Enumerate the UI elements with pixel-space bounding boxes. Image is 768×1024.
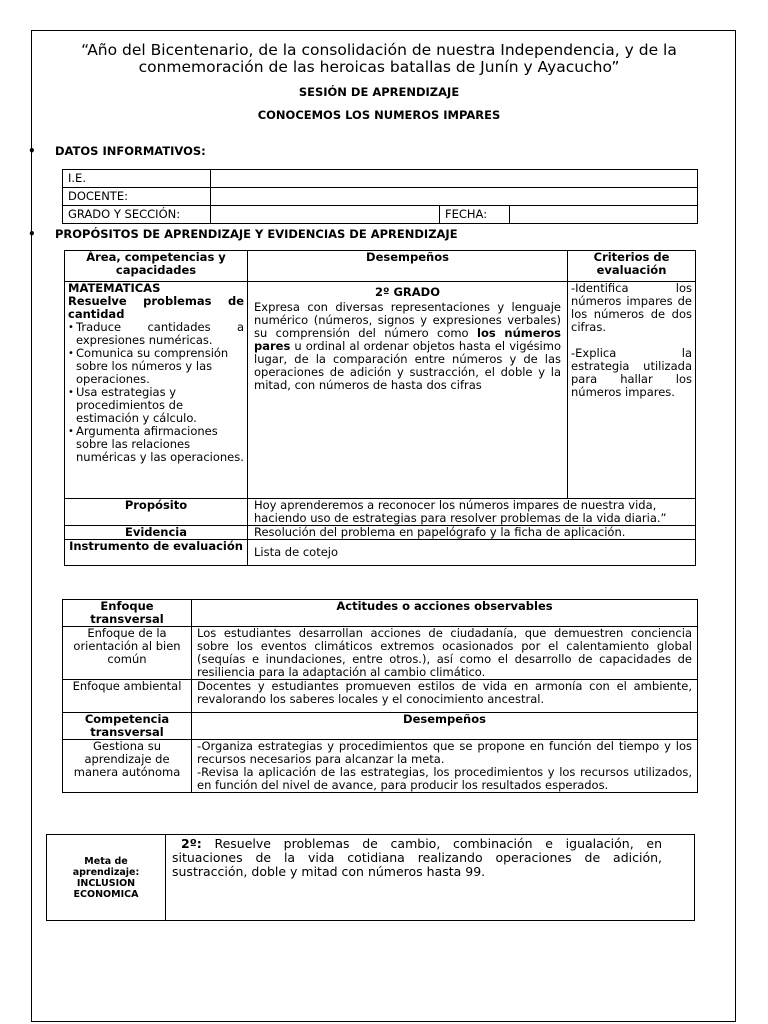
enfoque-text: Docentes y estudiantes promueven estilos de vida en armonía con el ambiente, revalorando los saberes locales y el conocimiento ancestral. <box>192 680 698 713</box>
col-area-header: Área, competencias y capacidades <box>65 251 248 282</box>
col-actitudes-header: Actitudes o acciones observables <box>192 600 698 627</box>
col-competencia-header: Competencia transversal <box>63 713 192 740</box>
col-criterios-header: Criterios de evaluación <box>568 251 696 282</box>
propositos-table <box>64 250 696 566</box>
capacidad-item: • Usa estrategias y procedimientos de estimación y cálculo. <box>76 386 244 425</box>
evidencia-label: Evidencia <box>65 526 248 540</box>
session-title: CONOCEMOS LOS NUMEROS IMPARES <box>257 108 501 122</box>
enfoques-table <box>62 599 698 793</box>
proposito-label: Propósito <box>65 499 248 526</box>
proposito-text: Hoy aprenderemos a reconocer los números impares de nuestra vida, haciendo uso de estrategias para resolver problemas de la vida diaria.” <box>248 499 696 526</box>
datos-table <box>62 169 698 224</box>
docente-value <box>211 188 698 206</box>
col-competencia-desempenos-header: Desempeños <box>192 713 698 740</box>
instrumento-label: Instrumento de evaluación <box>65 540 248 566</box>
desempeno-cell <box>248 282 568 499</box>
criterio-item: -Explica la estrategia utilizada para hallar los números impares. <box>571 346 692 399</box>
capacidad-item: • Traduce cantidades a expresiones numéricas. <box>76 321 244 347</box>
desempeno-text: Expresa con diversas representaciones y lenguaje numérico (números, signos y expresiones verbales) su comprensión del número como los números pares u ordinal al ordenar objetos hasta el vigésimo lugar, de la comparación entre números y de las operaciones de adición y sustracción, el doble y la mitad, con números de hasta dos cifras <box>254 300 562 392</box>
criterios-cell <box>568 282 696 499</box>
area-cell <box>65 282 248 499</box>
ie-label: I.E. <box>63 170 211 188</box>
meta-label: Meta de aprendizaje: INCLUSION ECONOMICA <box>47 835 166 921</box>
session-label: SESIÓN DE APRENDIZAJE <box>298 85 460 99</box>
motto-header: “Año del Bicentenario, de la consolidación de nuestra Independencia, y de la conmemoración de las heroicas batallas de Junín y Ayacucho” <box>81 41 677 76</box>
evidencia-text: Resolución del problema en papelógrafo y la ficha de aplicación. <box>248 526 696 540</box>
bullet-icon: • <box>28 144 36 158</box>
criterio-item: -Identifica los números impares de los números de dos cifras. <box>571 281 692 334</box>
enfoque-text: Los estudiantes desarrollan acciones de ciudadanía, que demuestren conciencia sobre los eventos climáticos extremos ocasionados por el calentamiento global (sequías e inundaciones, entre otros.), así como el desarrollo de capacidades de resiliencia para la adaptación al cambio climático. <box>192 627 698 680</box>
col-enfoque-header: Enfoque transversal <box>63 600 192 627</box>
competencia-transversal-name: Gestiona su aprendizaje de manera autónoma <box>63 740 192 793</box>
competencia-transversal-text: -Organiza estrategias y procedimientos que se propone en función del tiempo y los recursos necesarios para alcanzar la meta. -Revisa la aplicación de las estrategias, los procedimientos y los recursos utilizados, en función del nivel de avance, para producir los resultados esperados. <box>192 740 698 793</box>
instrumento-text: Lista de cotejo <box>248 540 696 566</box>
enfoque-name: Enfoque de la orientación al bien común <box>63 627 192 680</box>
capacidad-item: • Argumenta afirmaciones sobre las relaciones numéricas y las operaciones. <box>76 425 244 464</box>
meta-table <box>46 834 695 921</box>
grado-value <box>211 206 440 224</box>
docente-label: DOCENTE: <box>63 188 211 206</box>
col-desempenos-header: Desempeños <box>248 251 568 282</box>
grado-label: GRADO Y SECCIÓN: <box>63 206 211 224</box>
competencia-name: Resuelve problemas de cantidad <box>68 294 244 321</box>
meta-text: 2º: Resuelve problemas de cambio, combinación e igualación, en situaciones de la vida cotidiana realizando operaciones de adición, sustracción, doble y mitad con números hasta 99. <box>166 835 695 921</box>
bullet-icon: • <box>28 227 36 241</box>
fecha-value <box>510 206 698 224</box>
fecha-label: FECHA: <box>440 206 510 224</box>
area-name: MATEMATICAS <box>68 281 161 295</box>
capacidades-list <box>68 321 244 464</box>
capacidad-item: • Comunica su comprensión sobre los números y las operaciones. <box>76 347 244 386</box>
enfoque-name: Enfoque ambiental <box>63 680 192 713</box>
grado-title: 2º GRADO <box>374 285 440 299</box>
ie-value <box>211 170 698 188</box>
